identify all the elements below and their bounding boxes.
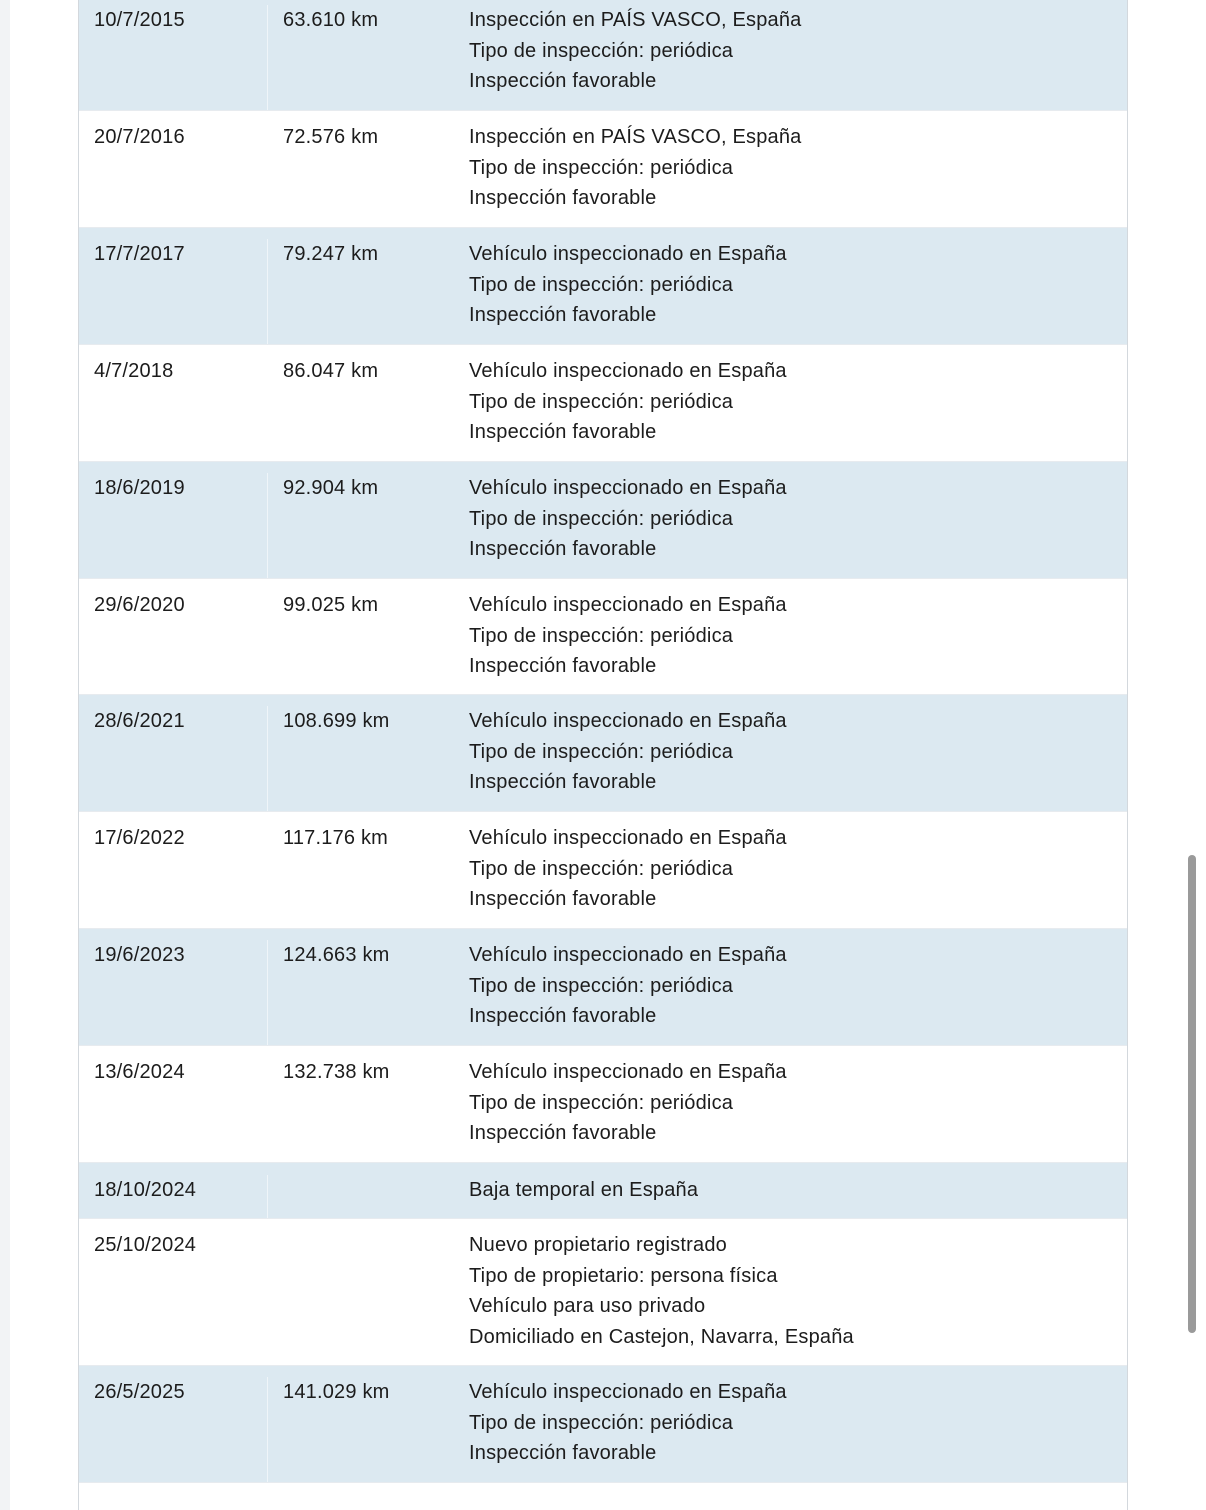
row-km	[267, 1230, 455, 1365]
row-date	[79, 1483, 267, 1510]
row-description	[455, 823, 1127, 928]
description-line: Tipo de inspección: periódica	[469, 974, 734, 997]
row-date: 28/6/2021	[94, 710, 185, 732]
row-description	[455, 1175, 1127, 1218]
row-km: 117.176 km	[267, 823, 455, 928]
description-line: Tipo de inspección: periódica	[469, 624, 734, 647]
table-row	[79, 1366, 1127, 1483]
description-line: Inspección en PAÍS VASCO, España	[469, 9, 802, 31]
table-row	[79, 111, 1127, 228]
row-km: 99.025 km	[267, 590, 455, 694]
row-description	[455, 590, 1127, 694]
description-line: Inspección favorable	[469, 70, 657, 92]
row-km: 72.576 km	[267, 122, 455, 227]
table-row	[79, 1483, 1127, 1510]
description-line: Baja temporal en España	[469, 1179, 699, 1201]
description-line: Inspección en PAÍS VASCO, España	[469, 126, 802, 148]
description-line: Inspección favorable	[469, 538, 657, 560]
description-line: Vehículo inspeccionado en España	[469, 243, 787, 265]
row-km: 108.699 km	[267, 706, 455, 811]
row-km	[267, 1175, 455, 1218]
row-date: 18/10/2024	[94, 1179, 197, 1201]
table-row	[79, 579, 1127, 695]
description-line: Inspección favorable	[469, 304, 657, 326]
row-date: 10/7/2015	[94, 9, 185, 31]
scrollbar-thumb[interactable]	[1188, 855, 1196, 1333]
description-line: Vehículo inspeccionado en España	[469, 594, 787, 616]
description-line: Tipo de inspección: periódica	[469, 507, 734, 530]
row-description	[455, 1057, 1127, 1162]
row-date: 17/7/2017	[94, 243, 185, 265]
row-description	[455, 356, 1127, 461]
description-line: Vehículo inspeccionado en España	[469, 944, 787, 966]
table-row	[79, 1219, 1127, 1366]
description-line: Inspección favorable	[469, 771, 657, 793]
description-line: Inspección favorable	[469, 187, 657, 209]
row-date: 13/6/2024	[94, 1061, 185, 1083]
row-description	[455, 122, 1127, 227]
description-line: Vehículo para uso privado	[469, 1295, 706, 1317]
description-line: Vehículo inspeccionado en España	[469, 710, 787, 732]
description-line: Domiciliado en Castejon, Navarra, España	[469, 1325, 854, 1348]
description-line: Inspección favorable	[469, 421, 657, 443]
description-line: Inspección favorable	[469, 655, 657, 677]
vehicle-history-table	[78, 0, 1128, 1510]
row-description	[455, 706, 1127, 811]
description-line: Tipo de inspección: periódica	[469, 1091, 734, 1114]
table-row	[79, 462, 1127, 579]
row-date: 29/6/2020	[94, 594, 185, 616]
table-row	[79, 228, 1127, 345]
row-description	[455, 239, 1127, 344]
table-row	[79, 695, 1127, 812]
description-line: Vehículo inspeccionado en España	[469, 1381, 787, 1403]
row-km: 124.663 km	[267, 940, 455, 1045]
row-date: 25/10/2024	[94, 1234, 197, 1256]
row-description	[455, 1230, 1127, 1365]
table-row	[79, 929, 1127, 1046]
description-line: Vehículo inspeccionado en España	[469, 477, 787, 499]
row-date: 4/7/2018	[94, 360, 174, 382]
description-line: Tipo de inspección: periódica	[469, 156, 734, 179]
row-km: 132.738 km	[267, 1057, 455, 1162]
description-line: Nuevo propietario registrado	[469, 1234, 727, 1256]
row-description	[455, 940, 1127, 1045]
table-row	[79, 812, 1127, 929]
row-km	[267, 1483, 455, 1510]
description-line: Inspección favorable	[469, 888, 657, 910]
description-line: Tipo de inspección: periódica	[469, 39, 734, 62]
row-km: 92.904 km	[267, 473, 455, 578]
row-km: 63.610 km	[267, 5, 455, 110]
description-line: Tipo de inspección: periódica	[469, 390, 734, 413]
description-line: Vehículo inspeccionado en España	[469, 1061, 787, 1083]
row-description	[455, 473, 1127, 578]
description-line: Tipo de propietario: persona física	[469, 1264, 778, 1287]
description-line: Tipo de inspección: periódica	[469, 740, 734, 763]
table-row	[79, 1046, 1127, 1163]
left-gutter	[0, 0, 10, 1510]
description-line: Vehículo inspeccionado en España	[469, 360, 787, 382]
table-row	[79, 0, 1127, 111]
description-line: Inspección favorable	[469, 1442, 657, 1464]
description-line: Vehículo inspeccionado en España	[469, 827, 787, 849]
row-date: 20/7/2016	[94, 126, 185, 148]
row-km: 79.247 km	[267, 239, 455, 344]
description-line: Tipo de inspección: periódica	[469, 1411, 734, 1434]
row-description	[455, 1377, 1127, 1482]
table-row	[79, 1163, 1127, 1219]
table-row	[79, 345, 1127, 462]
description-line: Inspección favorable	[469, 1005, 657, 1027]
row-date: 26/5/2025	[94, 1381, 185, 1403]
row-date: 18/6/2019	[94, 477, 185, 499]
description-line: Tipo de inspección: periódica	[469, 273, 734, 296]
description-line: Tipo de inspección: periódica	[469, 857, 734, 880]
description-line: Inspección favorable	[469, 1122, 657, 1144]
row-date: 19/6/2023	[94, 944, 185, 966]
row-description	[455, 1483, 1127, 1510]
row-date: 17/6/2022	[94, 827, 185, 849]
row-description	[455, 5, 1127, 110]
row-km: 86.047 km	[267, 356, 455, 461]
row-km: 141.029 km	[267, 1377, 455, 1482]
